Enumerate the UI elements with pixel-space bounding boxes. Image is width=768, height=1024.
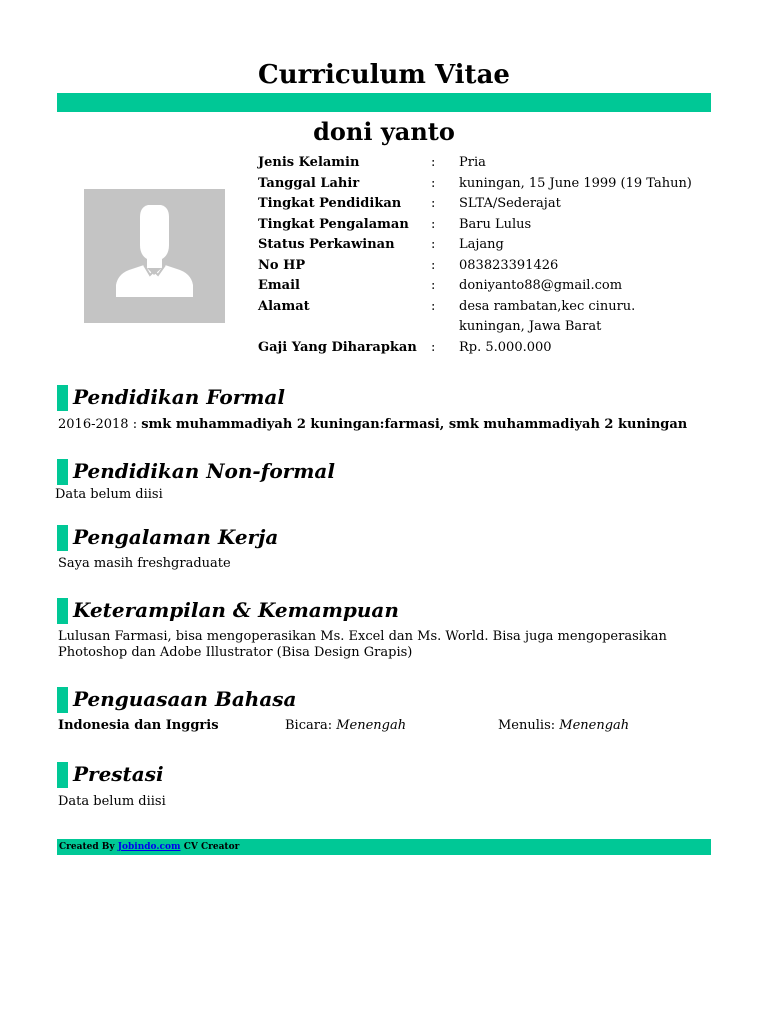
info-colon: : [431,155,436,170]
candidate-name: doni yanto [313,117,455,146]
section-title: Pengalaman Kerja [73,525,279,549]
footer-prefix: Created By [59,842,115,852]
info-label: Alamat [258,298,310,314]
info-colon: : [431,278,436,293]
writing-label: Menulis: [498,718,556,733]
info-label: Tingkat Pengalaman [258,216,409,232]
info-value: Lajang [459,237,504,252]
speaking-label: Bicara: [285,718,333,733]
section-marker [57,459,68,485]
info-value: 083823391426 [459,257,559,273]
section-title: Prestasi [73,762,164,786]
info-label: Tanggal Lahir [258,175,360,191]
info-value: Pria [459,155,486,170]
writing-value: Menengah [559,718,630,733]
writing-level [498,718,629,734]
info-label: No HP [258,257,306,273]
section-marker [57,762,68,788]
section-marker [57,525,68,551]
info-label: Tingkat Pendidikan [258,196,402,211]
speaking-level [285,718,406,734]
section-title: Pendidikan Non-formal [73,459,335,483]
info-colon: : [431,175,436,191]
language-names: Indonesia dan Inggris [58,718,219,733]
info-label: Email [258,278,300,293]
info-value: kuningan, 15 June 1999 (19 Tahun) [459,175,692,191]
formal-education-entry [58,417,687,433]
info-colon: : [431,298,436,314]
info-value: SLTA/Sederajat [459,196,561,211]
footer-suffix: CV Creator [183,842,240,852]
jobindo-link[interactable]: Jobindo.com [117,842,181,852]
education-school: smk muhammadiyah 2 kuningan:farmasi, smk muhammadiyah 2 kuningan [141,417,688,432]
achievements-text: Data belum diisi [58,794,166,809]
section-title: Keterampilan & Kemampuan [73,598,399,622]
title-underline-bar [57,93,711,112]
section-marker [57,598,68,624]
section-title: Penguasaan Bahasa [73,687,297,711]
section-marker [57,687,68,713]
info-colon: : [431,257,436,273]
info-label: Gaji Yang Diharapkan [258,339,417,355]
profile-photo-placeholder [84,189,225,323]
info-colon: : [431,339,436,355]
info-colon: : [431,216,436,232]
education-years: 2016-2018 : [58,417,138,432]
info-value: doniyanto88@gmail.com [459,278,623,293]
speaking-value: Menengah [336,718,407,733]
cv-title: Curriculum Vitae [258,60,510,90]
info-colon: : [431,237,436,252]
section-title: Pendidikan Formal [73,385,285,409]
info-colon: : [431,196,436,211]
info-value: Rp. 5.000.000 [459,339,552,355]
work-experience-text: Saya masih freshgraduate [58,556,231,571]
person-silhouette-icon [84,189,225,323]
section-marker [57,385,68,411]
info-label: Status Perkawinan [258,237,395,252]
info-value: desa rambatan,kec cinuru. kuningan, Jawa Barat [459,298,636,334]
nonformal-education-text: Data belum diisi [55,487,163,502]
skills-text: Lulusan Farmasi, bisa mengoperasikan Ms. Excel dan Ms. World. Bisa juga mengoperasikan Photoshop dan Adobe Illustrator (Bisa Design Grapis) [58,629,667,660]
info-value: Baru Lulus [459,216,532,232]
info-label: Jenis Kelamin [258,155,360,170]
footer-bar [57,839,711,855]
footer-credit [59,839,239,855]
